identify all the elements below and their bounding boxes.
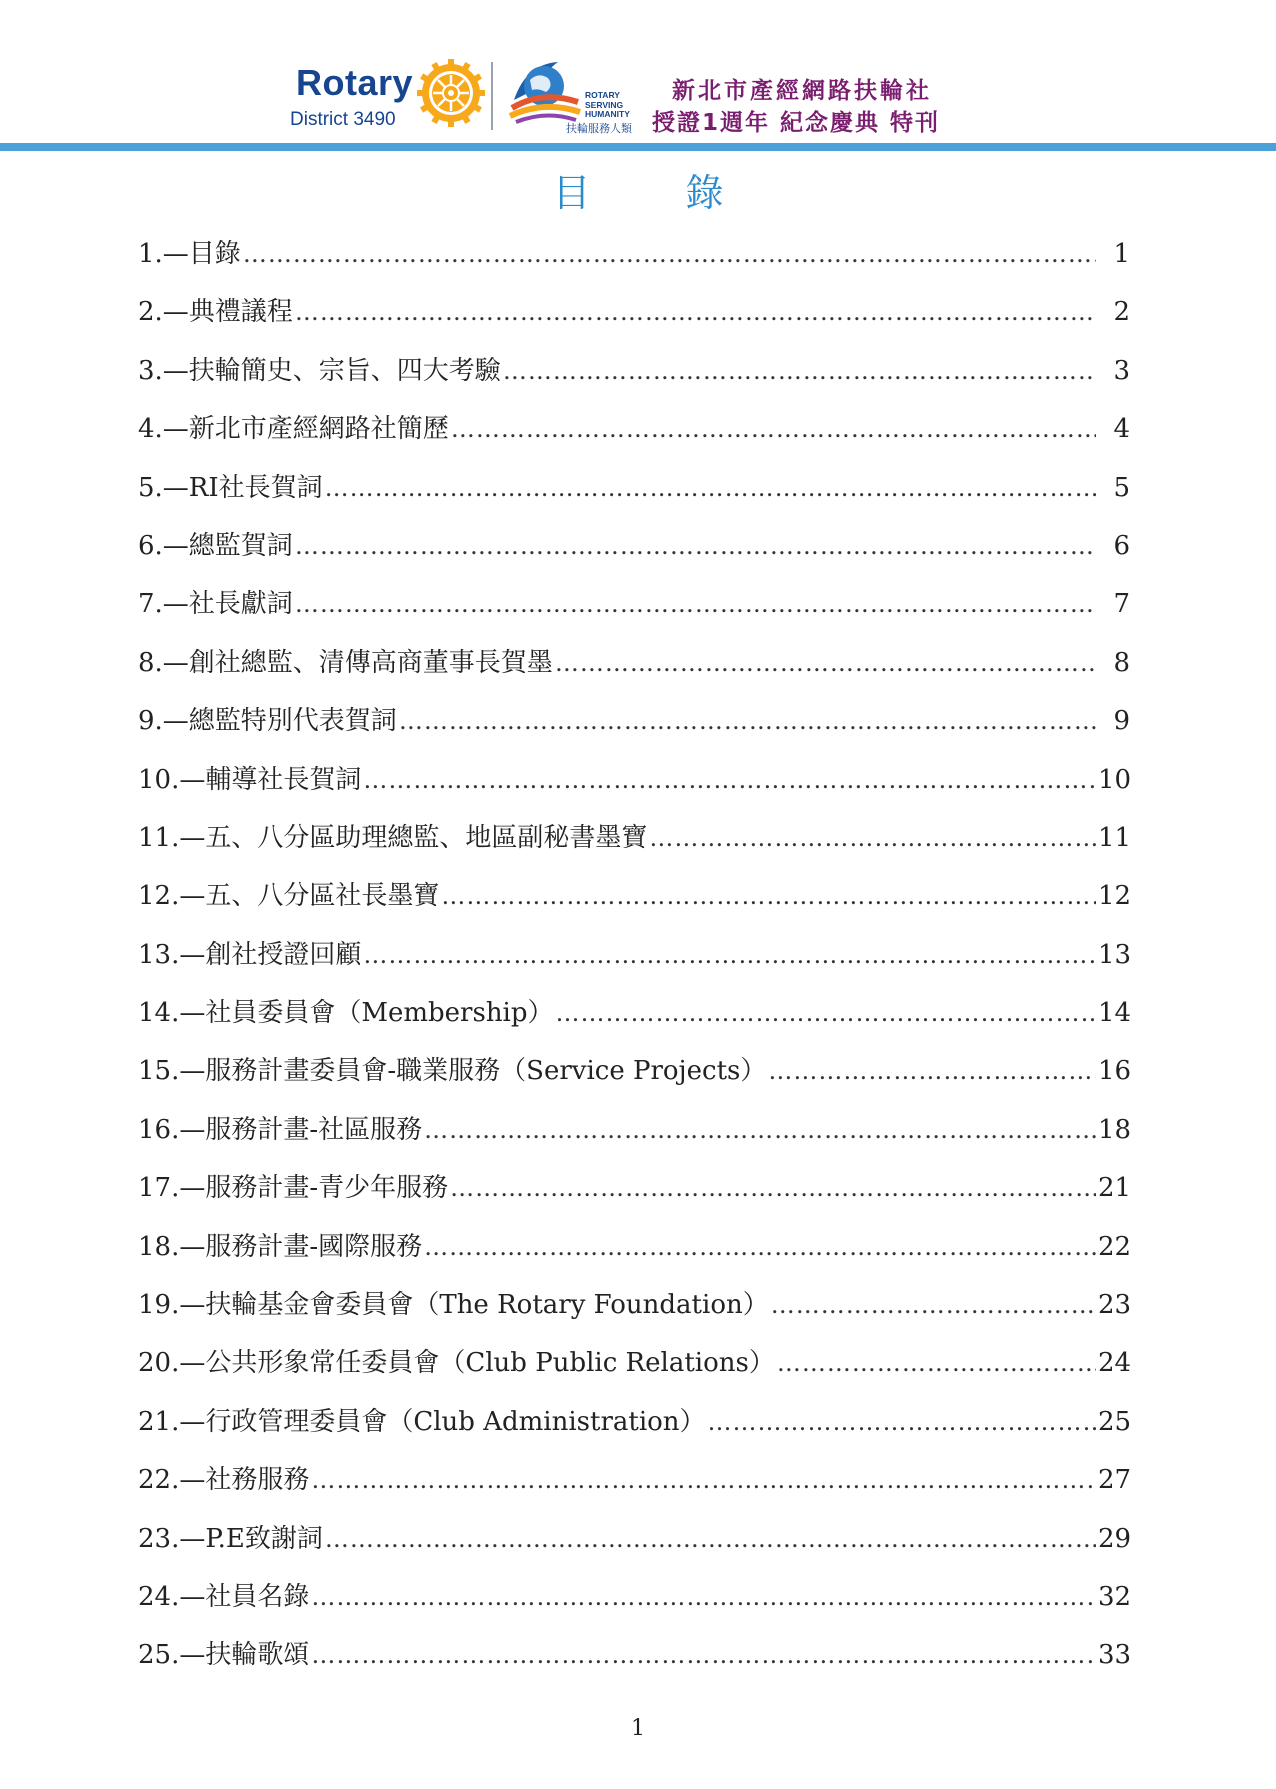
- toc-entry: [138, 526, 1130, 584]
- toc-entry-page: 8: [1113, 647, 1130, 678]
- toc-dot-leader: [768, 1051, 1096, 1091]
- toc-dot-leader: [325, 468, 1096, 508]
- toc-entry-page: 27: [1098, 1465, 1132, 1496]
- toc-dot-leader: [450, 1168, 1096, 1208]
- toc-entry-page: 4: [1113, 414, 1130, 445]
- toc-entry-title: 21.—行政管理委員會（Club Administration）: [138, 1406, 706, 1437]
- toc-dot-leader: [295, 292, 1096, 332]
- page-header: [0, 0, 1276, 156]
- toc-entry-page: 16: [1098, 1056, 1132, 1087]
- toc-entry-title: 8.—創社總監、清傳高商董事長賀墨: [138, 647, 553, 678]
- toc-entry: [138, 643, 1130, 701]
- page-number: 1: [631, 1716, 645, 1741]
- toc-dot-leader: [295, 584, 1096, 624]
- toc-entry-title: 7.—社長獻詞: [138, 589, 293, 620]
- toc-dot-leader: [503, 351, 1096, 391]
- toc-entry-page: 1: [1113, 239, 1130, 269]
- toc-entry: [138, 584, 1130, 642]
- toc-entry-page: 10: [1098, 764, 1132, 795]
- toc-entry: [138, 1227, 1130, 1285]
- toc-entry-title: 3.—扶輪簡史、宗旨、四大考驗: [138, 355, 501, 386]
- toc-dot-leader: [777, 1343, 1096, 1383]
- toc-entry-page: 21: [1098, 1173, 1132, 1204]
- toc-entry: [138, 409, 1130, 467]
- theme-line: HUMANITY: [585, 109, 630, 119]
- toc-entry-title: 16.—服務計畫-社區服務: [138, 1114, 423, 1145]
- toc-dot-leader: [555, 643, 1096, 683]
- toc-dot-leader: [649, 818, 1096, 858]
- toc-dot-leader: [771, 1285, 1096, 1325]
- toc-entry: [138, 468, 1130, 526]
- toc-entry: [138, 818, 1130, 876]
- toc-entry: [138, 234, 1130, 292]
- toc-entry-page: 29: [1098, 1523, 1132, 1554]
- club-subtitle: 授證1週年 紀念慶典 特刊: [652, 110, 941, 136]
- toc-entry-title: 6.—總監賀詞: [138, 530, 293, 561]
- theme-chinese: 扶輪服務人類: [566, 122, 632, 135]
- table-of-contents: [138, 234, 1130, 1694]
- toc-entry-title: 13.—創社授證回顧: [138, 939, 362, 970]
- theme-line: SERVING: [585, 99, 624, 110]
- toc-entry: [138, 1635, 1130, 1693]
- toc-entry: [138, 1402, 1130, 1460]
- toc-entry-page: 14: [1098, 998, 1132, 1029]
- toc-entry-title: 10.—輔導社長賀詞: [138, 764, 362, 795]
- header-divider: [491, 62, 493, 130]
- toc-entry-title: 12.—五、八分區社長墨寶: [138, 881, 440, 912]
- toc-entry-title: 22.—社務服務: [138, 1465, 310, 1496]
- toc-dot-leader: [311, 1460, 1096, 1500]
- toc-dot-leader: [243, 234, 1096, 274]
- toc-entry-page: 9: [1113, 706, 1130, 737]
- toc-entry-title: 25.—扶輪歌頌: [138, 1640, 310, 1671]
- toc-entry-title: 18.—服務計畫-國際服務: [138, 1231, 423, 1262]
- toc-entry-title: 15.—服務計畫委員會-職業服務（Service Projects）: [138, 1056, 767, 1087]
- toc-entry-page: 13: [1098, 939, 1132, 970]
- toc-entry-page: 18: [1098, 1114, 1132, 1145]
- toc-entry-page: 22: [1098, 1231, 1132, 1262]
- toc-entry: [138, 292, 1130, 350]
- toc-entry: [138, 1051, 1130, 1109]
- toc-entry-title: 1.—目錄: [138, 239, 241, 269]
- toc-entry-title: 20.—公共形象常任委員會（Club Public Relations）: [138, 1348, 775, 1379]
- toc-entry-page: 7: [1113, 589, 1130, 620]
- serving-humanity-logo-icon: [506, 56, 582, 128]
- toc-dot-leader: [424, 1110, 1096, 1150]
- toc-entry-page: 32: [1098, 1581, 1132, 1612]
- district-label: District 3490: [290, 109, 396, 130]
- toc-dot-leader: [441, 876, 1096, 916]
- toc-dot-leader: [451, 409, 1096, 449]
- toc-entry: [138, 760, 1130, 818]
- toc-entry: [138, 1343, 1130, 1401]
- toc-entry-page: 5: [1113, 472, 1130, 503]
- toc-entry-title: 19.—扶輪基金會委員會（The Rotary Foundation）: [138, 1290, 769, 1321]
- toc-dot-leader: [363, 935, 1096, 975]
- toc-entry-title: 11.—五、八分區助理總監、地區副秘書墨寶: [138, 822, 648, 853]
- toc-entry: [138, 1168, 1130, 1226]
- toc-entry-title: 4.—新北市產經網路社簡歷: [138, 414, 449, 445]
- header-rule: [0, 143, 1276, 151]
- toc-entry: [138, 1110, 1130, 1168]
- toc-entry-page: 25: [1098, 1406, 1132, 1437]
- toc-entry: [138, 701, 1130, 759]
- toc-entry-page: 12: [1098, 881, 1132, 912]
- toc-dot-leader: [424, 1227, 1096, 1267]
- rotary-wheel-icon: [416, 58, 486, 128]
- toc-entry-page: 11: [1098, 822, 1132, 853]
- theme-text: [585, 91, 630, 120]
- toc-entry-page: 6: [1113, 530, 1130, 561]
- toc-entry: [138, 351, 1130, 409]
- toc-entry-title: 23.—P.E致謝詞: [138, 1523, 323, 1554]
- toc-entry-page: 33: [1098, 1640, 1132, 1671]
- toc-entry-title: 14.—社員委員會（Membership）: [138, 998, 554, 1029]
- toc-entry: [138, 876, 1130, 934]
- toc-entry-title: 2.—典禮議程: [138, 297, 293, 328]
- toc-dot-leader: [399, 701, 1096, 741]
- toc-dot-leader: [708, 1402, 1096, 1442]
- toc-entry-title: 17.—服務計畫-青少年服務: [138, 1173, 449, 1204]
- theme-line: ROTARY: [585, 90, 620, 100]
- rotary-wordmark: Rotary: [296, 62, 414, 103]
- toc-entry-page: 24: [1098, 1348, 1132, 1379]
- toc-entry: [138, 993, 1130, 1051]
- toc-entry-title: 9.—總監特別代表賀詞: [138, 706, 397, 737]
- toc-entry-page: 23: [1098, 1290, 1132, 1321]
- toc-entry: [138, 1285, 1130, 1343]
- toc-entry: [138, 1577, 1130, 1635]
- toc-entry-page: 3: [1113, 355, 1130, 386]
- toc-dot-leader: [295, 526, 1096, 566]
- club-name: 新北市產經網路扶輪社: [672, 78, 932, 104]
- toc-entry: [138, 935, 1130, 993]
- toc-entry: [138, 1460, 1130, 1518]
- toc-dot-leader: [556, 993, 1096, 1033]
- toc-dot-leader: [363, 760, 1096, 800]
- toc-dot-leader: [311, 1577, 1096, 1617]
- toc-entry: [138, 1519, 1130, 1577]
- toc-entry-title: 24.—社員名錄: [138, 1581, 310, 1612]
- toc-dot-leader: [325, 1519, 1096, 1559]
- toc-dot-leader: [311, 1635, 1096, 1675]
- toc-entry-title: 5.—RI社長賀詞: [138, 472, 323, 503]
- page-title: 目錄: [552, 171, 819, 215]
- toc-entry-page: 2: [1113, 297, 1130, 328]
